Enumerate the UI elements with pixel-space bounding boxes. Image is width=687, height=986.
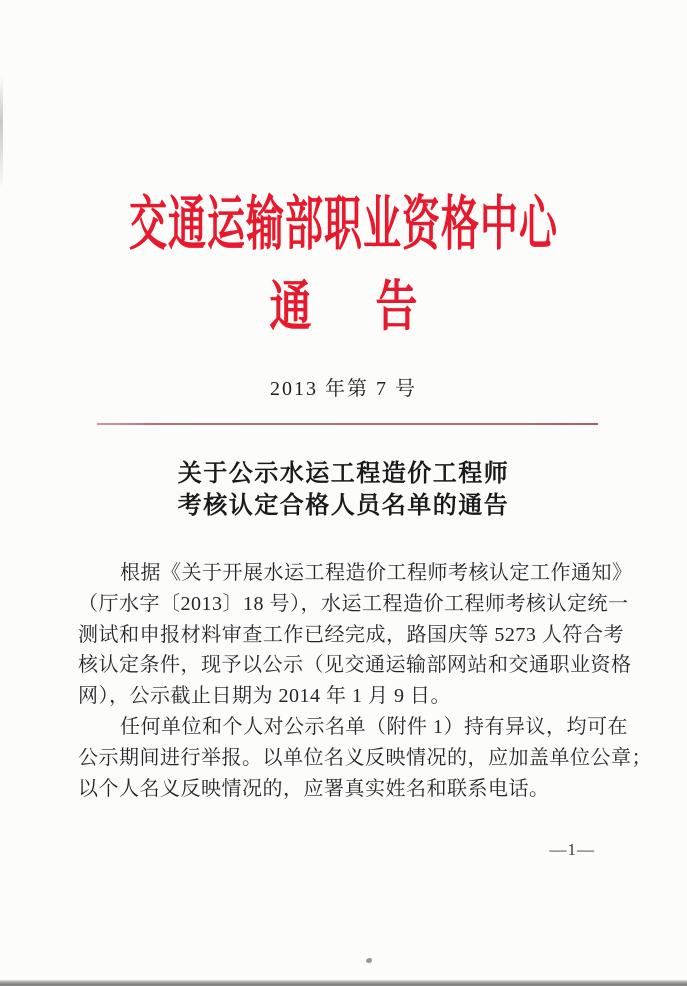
body-line: 测试和申报材料审查工作已经完成，路国庆等 5273 人符合考 <box>78 623 624 646</box>
body-line: 核认定条件，现予以公示（见交通运输部网站和交通职业资格 <box>78 654 632 677</box>
notice-title-line1: 关于公示水运工程造价工程师 <box>177 461 510 487</box>
issue-number: 2013 年第 7 号 <box>270 378 417 400</box>
body-line: 根据《关于开展水运工程造价工程师考核认定工作通知》 <box>120 562 633 584</box>
body-line: 公示期间进行举报。以单位名义反映情况的，应加盖单位公章； <box>78 746 652 769</box>
body-paragraphs <box>78 558 652 804</box>
org-name-heading: 交通运输部职业资格中心 <box>128 193 558 259</box>
scan-edge-artifact <box>0 980 687 986</box>
notice-title-line2: 考核认定合格人员名单的通告 <box>177 493 510 519</box>
red-divider-rule <box>97 423 598 425</box>
scan-smudge-artifact <box>0 76 3 188</box>
body-line: 以个人名义反映情况的，应署真实姓名和联系电话。 <box>78 777 550 800</box>
doc-type-heading: 通告 <box>269 278 482 339</box>
scan-speck-artifact <box>366 958 372 963</box>
body-line: 任何单位和个人对公示名单（附件 1）持有异议，均可在 <box>120 715 628 738</box>
notice-title <box>0 458 687 522</box>
page-number: —1— <box>549 840 595 859</box>
body-line: 网），公示截止日期为 2014 年 1 月 9 日。 <box>78 685 451 708</box>
body-line: （厅水字〔2013〕18 号），水运工程造价工程师考核认定统一 <box>78 592 629 615</box>
